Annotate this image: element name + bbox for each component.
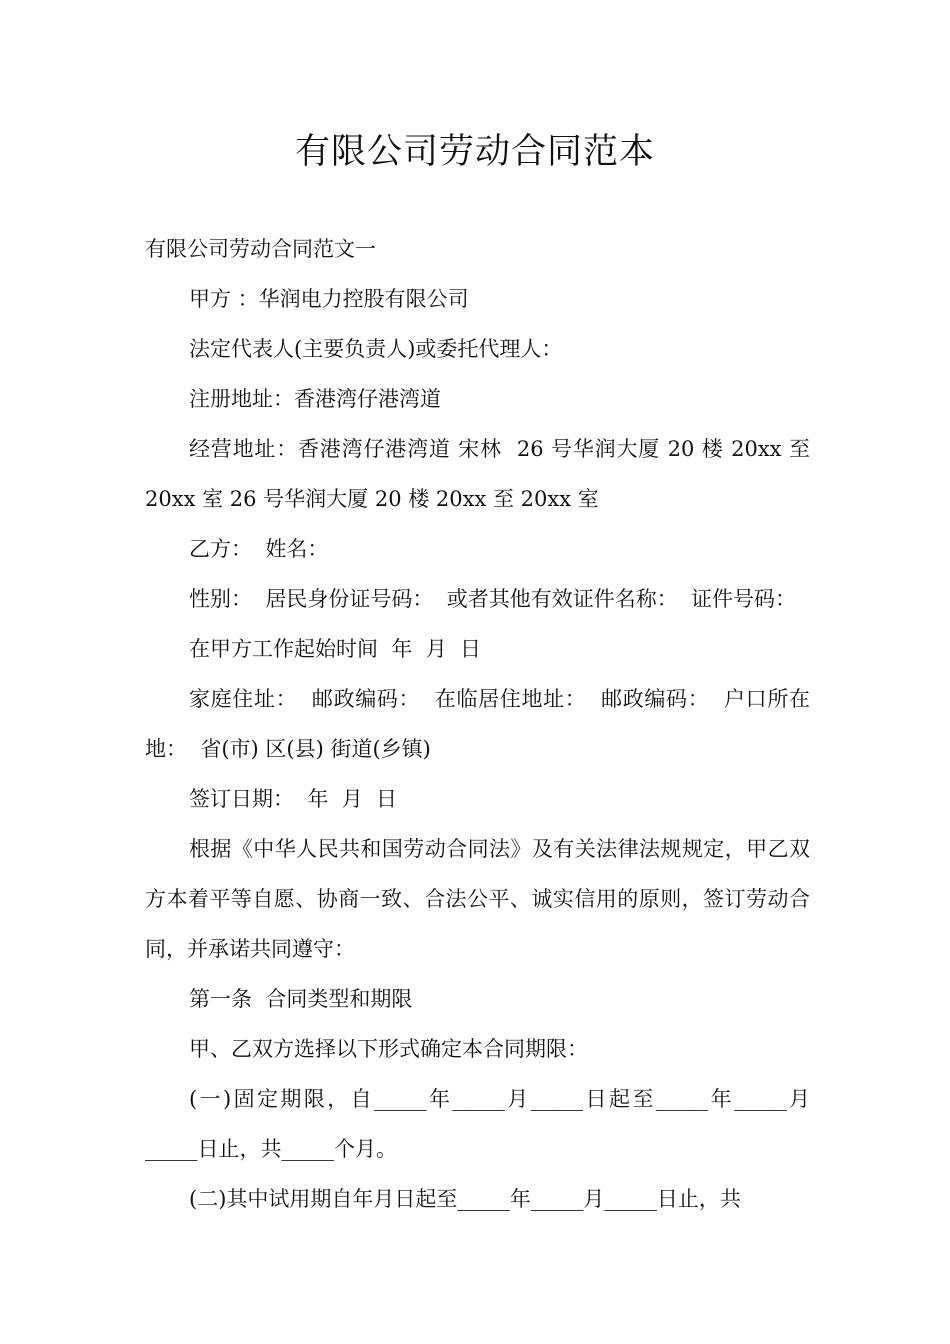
document-title: 有限公司劳动合同范本 xyxy=(294,132,655,172)
section-heading: 有限公司劳动合同范文一 xyxy=(145,237,376,261)
business-address-paragraph: 经营地址：香港湾仔港湾道 宋林 26 号华润大厦 20 楼 20xx 至 20xx 室 26 号华润大厦 20 楼 20xx 至 20xx 室 xyxy=(145,437,817,511)
preamble-paragraph: 根据《中华人民共和国劳动合同法》及有关法律法规规定，甲乙双方本着平等自愿、协商一致、合法公平、诚实信用的原则，签订劳动合同，并承诺共同遵守： xyxy=(145,837,810,961)
signing-date-line: 签订日期： 年 月 日 xyxy=(189,787,398,811)
registered-address-line: 注册地址：香港湾仔港湾道 xyxy=(189,387,441,411)
term-selection-line: 甲、乙双方选择以下形式确定本合同期限： xyxy=(189,1037,588,1061)
article-one-heading: 第一条 合同类型和期限 xyxy=(189,987,413,1011)
start-date-line: 在甲方工作起始时间 年 月 日 xyxy=(189,637,482,661)
legal-representative-line: 法定代表人(主要负责人)或委托代理人： xyxy=(189,337,563,361)
fixed-term-paragraph: (一)固定期限，自_____年_____月_____日起至_____年_____月_____日止，共_____个月。 xyxy=(145,1087,810,1161)
party-b-line: 乙方： 姓名： xyxy=(189,537,329,561)
document-body xyxy=(145,224,817,1224)
home-address-paragraph: 家庭住址： 邮政编码： 在临居住地址： 邮政编码： 户口所在地： 省(市) 区(县) 街道(乡镇) xyxy=(145,687,810,761)
party-a-line: 甲方 ：华润电力控股有限公司 xyxy=(189,287,469,311)
gender-id-line: 性别： 居民身份证号码： 或者其他有效证件名称： 证件号码： xyxy=(189,587,797,611)
probation-paragraph: (二)其中试用期自年月日起至_____年_____月_____日止，共 xyxy=(189,1187,741,1211)
